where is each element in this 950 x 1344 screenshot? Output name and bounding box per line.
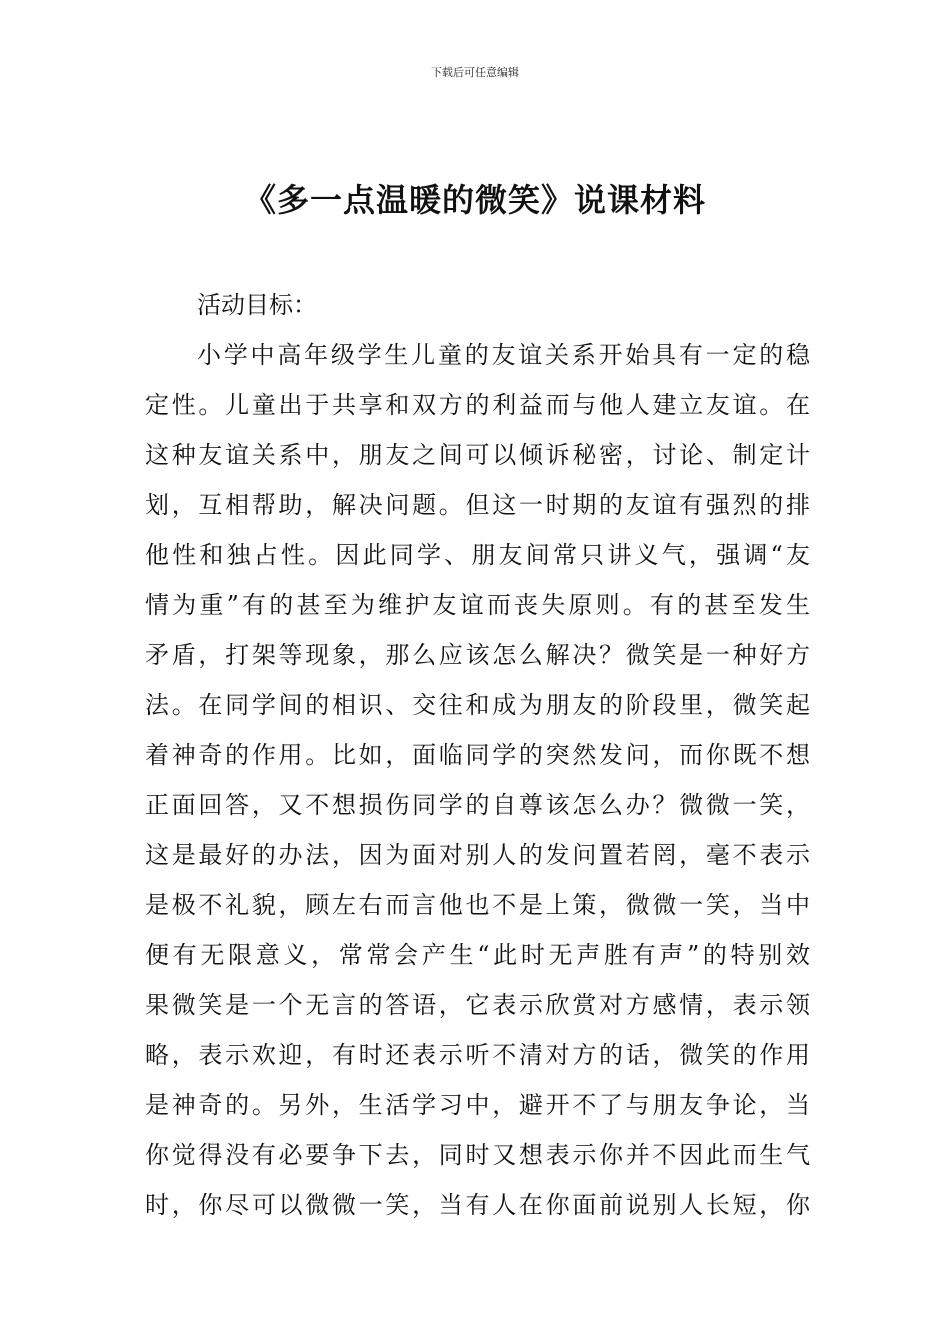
section-heading: [145, 280, 810, 330]
paragraph-line: 情为重”有的甚至为维护友谊而丧失原则。有的甚至发生: [145, 591, 810, 619]
paragraph-line: 这种友谊关系中，朋友之间可以倾诉秘密，讨论、制定计: [145, 441, 810, 469]
paragraph-line: 划，互相帮助，解决问题。但这一时期的友谊有强烈的排: [145, 491, 810, 519]
paragraph-line: 正面回答，又不想损伤同学的自尊该怎么办？微微一笑，: [145, 791, 810, 819]
section-label: 活动目标：: [197, 291, 317, 319]
paragraph-line: 果微笑是一个无言的答语，它表示欣赏对方感情，表示领: [145, 991, 810, 1019]
paragraph-line: 是极不礼貌，顾左右而言他也不是上策，微微一笑，当中: [145, 891, 810, 919]
paragraph-line: 这是最好的办法，因为面对别人的发问置若罔，毫不表示: [145, 841, 810, 869]
paragraph-line: 小学中高年级学生儿童的友谊关系开始具有一定的稳: [197, 341, 810, 369]
paragraph-line: 便有无限意义，常常会产生“此时无声胜有声”的特别效: [145, 941, 810, 969]
paragraph-line: 着神奇的作用。比如，面临同学的突然发问，而你既不想: [145, 741, 810, 769]
paragraph-line: 他性和独占性。因此同学、朋友间常只讲义气，强调“友: [145, 541, 810, 569]
paragraph-line: 时，你尽可以微微一笑，当有人在你面前说别人长短，你: [145, 1191, 810, 1219]
paragraph-line: 你觉得没有必要争下去，同时又想表示你并不因此而生气: [145, 1141, 810, 1169]
document-body: [145, 280, 810, 1230]
paragraph-line: 定性。儿童出于共享和双方的利益而与他人建立友谊。在: [145, 391, 810, 419]
paragraph-line: 是神奇的。另外，生活学习中，避开不了与朋友争论，当: [145, 1091, 810, 1119]
paragraph-line: 法。在同学间的相识、交往和成为朋友的阶段里，微笑起: [145, 691, 810, 719]
paragraph-line: 矛盾，打架等现象，那么应该怎么解决？微笑是一种好方: [145, 641, 810, 669]
page-header-note: 下载后可任意编辑: [431, 66, 519, 79]
paragraph-line: 略，表示欢迎，有时还表示听不清对方的话，微笑的作用: [145, 1041, 810, 1069]
document-title: 《多一点温暖的微笑》说课材料: [243, 181, 706, 219]
body-paragraph: [145, 330, 810, 1230]
